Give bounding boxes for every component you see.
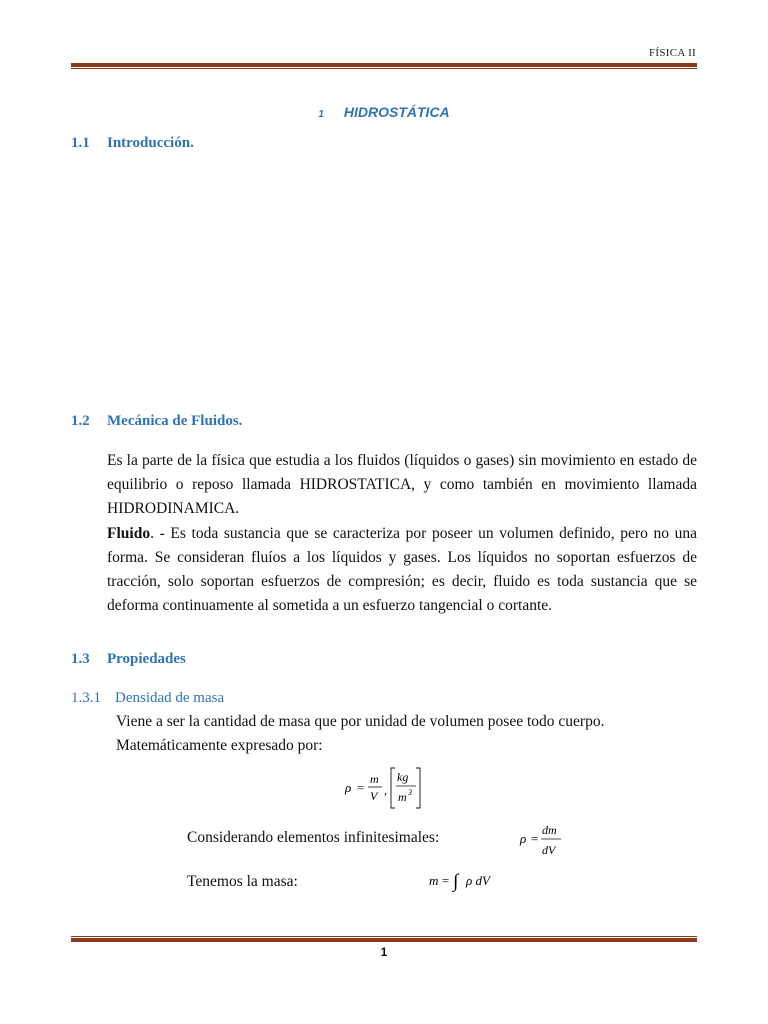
formula-mass-lhs: m (429, 873, 439, 888)
density-formula (340, 763, 430, 813)
formula-dm: dm (542, 823, 557, 837)
formula-unit-exponent: 3 (408, 788, 412, 797)
footer-rule (71, 936, 697, 942)
definition-fluido: . - Es toda sustancia que se caracteriza por poseer un volumen definido, pero no una forma. Se consideran fluíos a los líquidos y gases. Los líquidos no soportan esfuerzos de tracción, solo soportan esfuerzos de compresión; es decir, fluido es toda sustancia que se deforma continuamente al sometida a un esfuerzo tangencial o cortante. (107, 525, 697, 614)
section-title: Introducción. (107, 135, 194, 151)
chapter-number: 1 (318, 109, 324, 120)
differential-density-formula (515, 818, 575, 860)
formula-unit-m: m (398, 790, 407, 804)
section-heading-mecanica (71, 413, 242, 430)
formula-comma: , (384, 783, 387, 797)
term-fluido: Fluido (107, 525, 151, 542)
section-number: 1.3 (71, 651, 90, 667)
formula-mass-rhs: ρ dV (466, 873, 490, 888)
running-header: FÍSICA II (648, 47, 696, 59)
section-heading-introduccion (71, 135, 194, 152)
subsection-heading-densidad (71, 690, 224, 707)
page-number: 1 (380, 945, 388, 959)
formula-equals: = (441, 873, 450, 888)
chapter-title (0, 104, 768, 120)
formula-dv: dV (542, 843, 556, 857)
formula-unit-kg: kg (397, 770, 409, 784)
section-heading-propiedades (71, 651, 186, 668)
chapter-name: HIDROSTÁTICA (343, 104, 450, 120)
formula-equals: = (530, 831, 539, 846)
section-title: Mecánica de Fluidos. (107, 413, 243, 429)
subsection-number: 1.3.1 (71, 690, 101, 706)
paragraph-densidad-line2: Matemáticamente expresado por: (116, 737, 323, 754)
paragraph-mecanica: Es la parte de la física que estudia a los fluidos (líquidos o gases) sin movimiento en estado de equilibrio o reposo llamada HIDROSTATICA, y como también en movimiento llamada HIDRODINAMICA. (107, 452, 697, 517)
section-number: 1.2 (71, 413, 90, 429)
formula-rho: ρ (345, 780, 352, 795)
mass-integral-formula (425, 864, 505, 894)
section-number: 1.1 (71, 135, 90, 151)
formula-rho: ρ (520, 831, 527, 846)
formula-numerator-m: m (370, 772, 379, 786)
formula-equals: = (356, 780, 365, 795)
header-rule (71, 63, 697, 69)
section-title: Propiedades (107, 651, 186, 667)
subsection-title: Densidad de masa (115, 690, 225, 706)
paragraph-tenemos: Tenemos la masa: (187, 873, 298, 890)
paragraph-densidad-line1: Viene a ser la cantidad de masa que por unidad de volumen posee todo cuerpo. (116, 713, 605, 730)
paragraph-fluido (107, 522, 697, 618)
formula-denominator-v: V (370, 789, 378, 803)
paragraph-considerando: Considerando elementos infinitesimales: (187, 829, 440, 846)
formula-integral: ∫ (453, 871, 459, 892)
